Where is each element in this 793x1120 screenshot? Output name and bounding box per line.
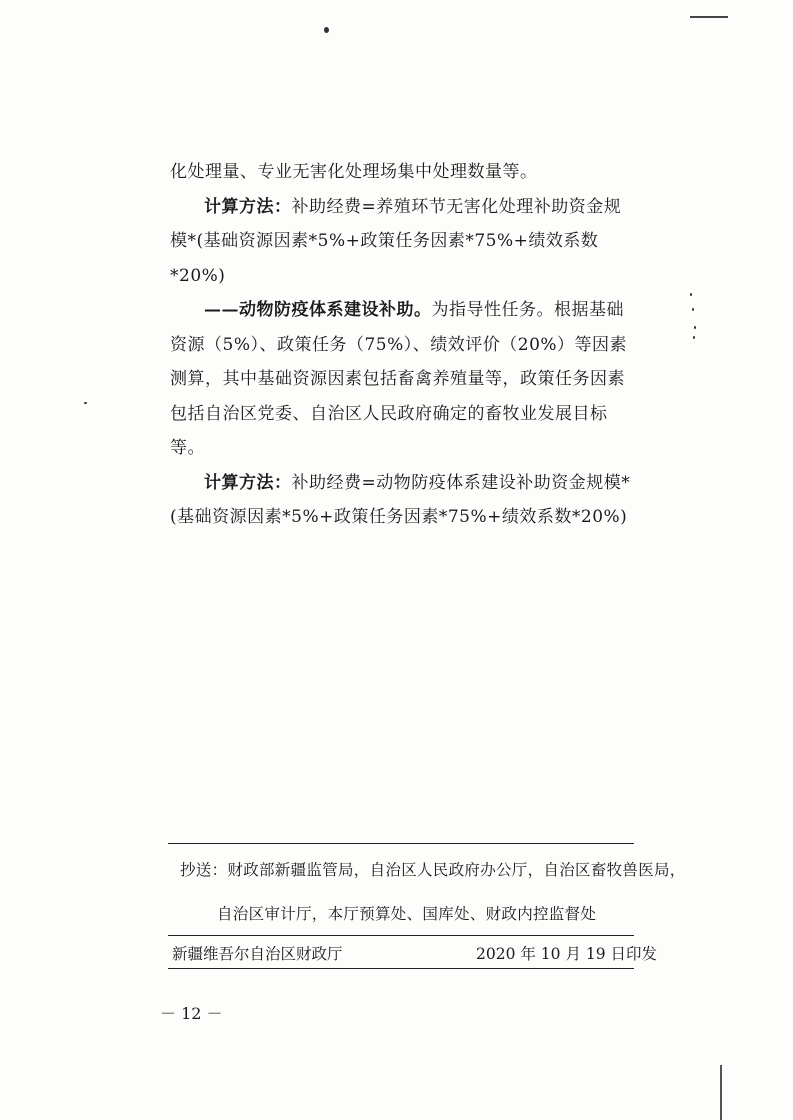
page-number: － 12 －	[160, 1004, 223, 1023]
scan-speck	[693, 336, 695, 339]
calc-method-label: 计算方法：	[204, 196, 292, 217]
paragraph-calc-method-1	[170, 190, 632, 294]
issuing-authority: 新疆维吾尔自治区财政厅	[172, 945, 343, 963]
footer-rule-top	[168, 843, 634, 844]
footer-rule-bottom	[168, 968, 634, 969]
calc-method-formula: 补助经费=养殖环节无害化处理补助资金规模*(基础资源因素*5%+政策任务因素*75%+绩效系数*20%)	[170, 196, 622, 286]
scan-speck	[692, 308, 694, 311]
section-text: 为指导性任务。根据基础资源（5%）、政策任务（75%）、绩效评价（20%）等因素测算，其中基础资源因素包括畜禽养殖量等，政策任务因素包括自治区党委、自治区人民政府确定的畜牧业发展目标等。	[170, 300, 628, 458]
paragraph-epidemic-prevention	[170, 293, 632, 466]
scan-artifact-mark	[690, 16, 728, 18]
scan-speck	[690, 293, 692, 296]
scan-artifact-edge	[720, 1065, 722, 1120]
body-text	[170, 155, 632, 535]
issue-date: 2020 年 10 月 19 日印发	[476, 945, 658, 963]
footer-rule-middle	[168, 935, 634, 936]
paragraph-continuation: 化处理量、专业无害化处理场集中处理数量等。	[170, 162, 538, 182]
calc-method-label: 计算方法：	[204, 472, 292, 493]
scan-speck	[694, 326, 696, 329]
scan-speck	[84, 402, 87, 404]
scan-speck	[324, 27, 329, 33]
paragraph-calc-method-2	[170, 466, 632, 535]
cc-recipients-line-2: 自治区审计厅，本厅预算处、国库处、财政内控监督处	[217, 905, 597, 923]
section-heading: ——动物防疫体系建设补助。	[204, 300, 432, 320]
cc-recipients-line-1: 抄送：财政部新疆监管局，自治区人民政府办公厅，自治区畜牧兽医局，	[180, 861, 686, 879]
calc-method-formula: 补助经费=动物防疫体系建设补助资金规模*(基础资源因素*5%+政策任务因素*75%+绩效系数*20%)	[170, 472, 631, 527]
